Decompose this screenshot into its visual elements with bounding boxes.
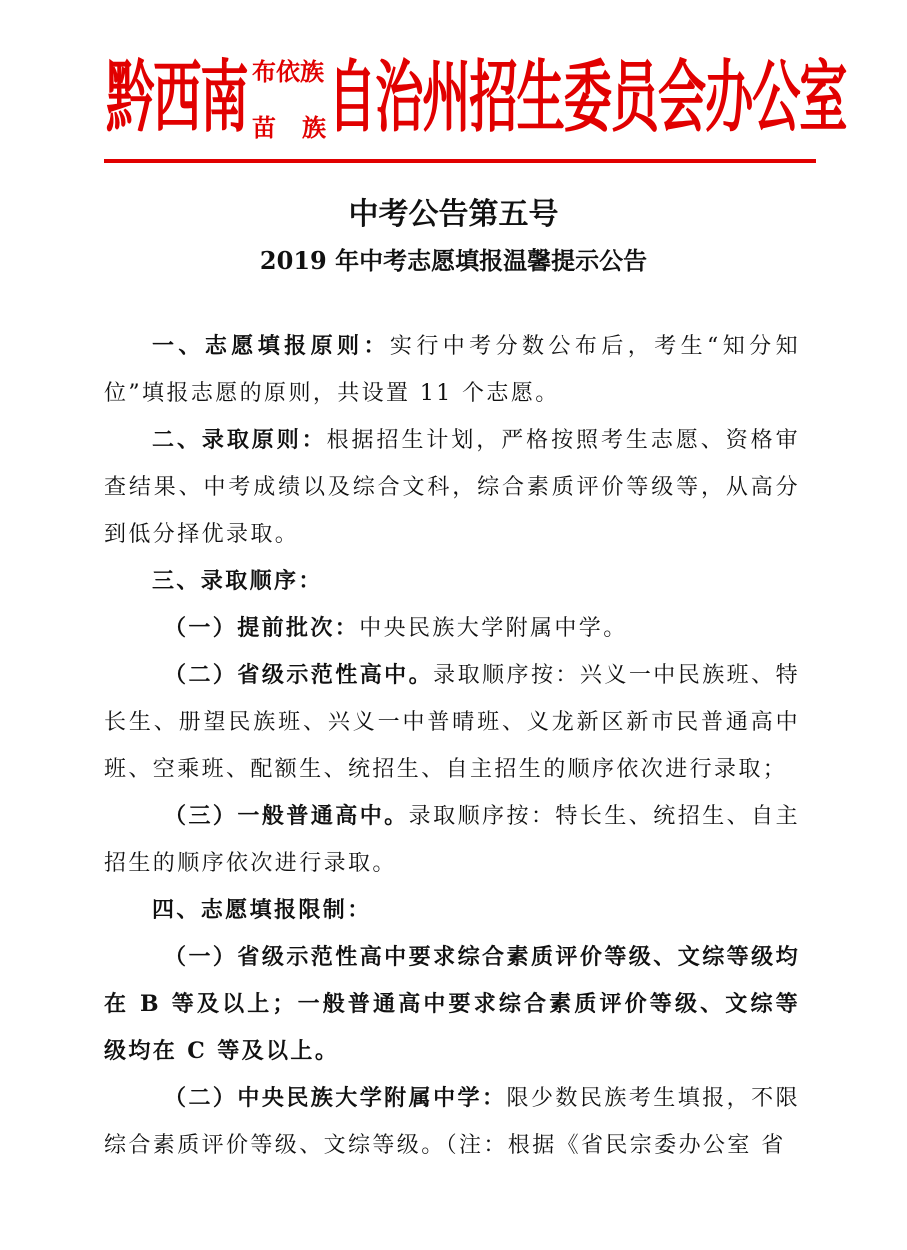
- header-prefecture: 黔西南: [106, 52, 248, 143]
- header-ethnic-bottom: 苗族: [252, 113, 352, 142]
- section-text: 录取顺序按：兴义一中民族班、特长生、册望民族班、兴义一中普晴班、义龙新区新市民普通高中班、空乘班、配额生、统招生、自主招生的顺序依次进行录取；: [104, 663, 800, 782]
- section-label: （二）中央民族大学附属中学：: [164, 1085, 507, 1111]
- paragraph: [104, 323, 800, 417]
- paragraph: [104, 558, 800, 605]
- section-text: 限少数民族考生填报，不限综合素质评价等级、文综等级。（注：根据《省民宗委办公室 省: [104, 1086, 800, 1158]
- red-divider: [104, 159, 816, 163]
- paragraph: [104, 652, 800, 793]
- paragraph: [104, 793, 800, 887]
- header-ethnic-top: 布依族: [252, 57, 324, 86]
- section-text: 录取顺序按：特长生、统招生、自主招生的顺序依次进行录取。: [104, 804, 800, 876]
- section-text: 实行中考分数公布后，考生“知分知位”填报志愿的原则，共设置 11 个志愿。: [104, 334, 800, 406]
- section-text: 根据招生计划，严格按照考生志愿、资格审查结果、中考成绩以及综合文科，综合素质评价等级等，从高分到低分择优录取。: [104, 428, 800, 547]
- section-label: （二）省级示范性高中。: [164, 662, 434, 688]
- document-body: [104, 323, 800, 1169]
- paragraph: [104, 887, 800, 934]
- section-label: 四、志愿填报限制：: [152, 897, 372, 923]
- paragraph: [104, 934, 800, 1075]
- section-label: 三、录取顺序：: [152, 568, 323, 594]
- section-label: （一）省级示范性高中要求综合素质评价等级、文综等级均在 B 等及以上；一般普通高中要求综合素质评价等级、文综等级均在 C 等及以上。: [104, 944, 800, 1064]
- issuer-header: [100, 48, 847, 156]
- section-text: 中央民族大学附属中学。: [359, 616, 628, 641]
- page-title: 中考公告第五号: [348, 197, 559, 232]
- page-subtitle: 2019 年中考志愿填报温馨提示公告: [259, 246, 648, 275]
- section-label: 一、志愿填报原则：: [152, 333, 390, 359]
- paragraph: [104, 1075, 800, 1169]
- section-label: （三）一般普通高中。: [164, 803, 409, 829]
- section-label: 二、录取原则：: [152, 427, 327, 453]
- section-label: （一）提前批次：: [164, 615, 360, 641]
- header-office: 自治州招生委员会办公室: [328, 52, 847, 143]
- paragraph: [104, 417, 800, 558]
- paragraph: [104, 605, 800, 652]
